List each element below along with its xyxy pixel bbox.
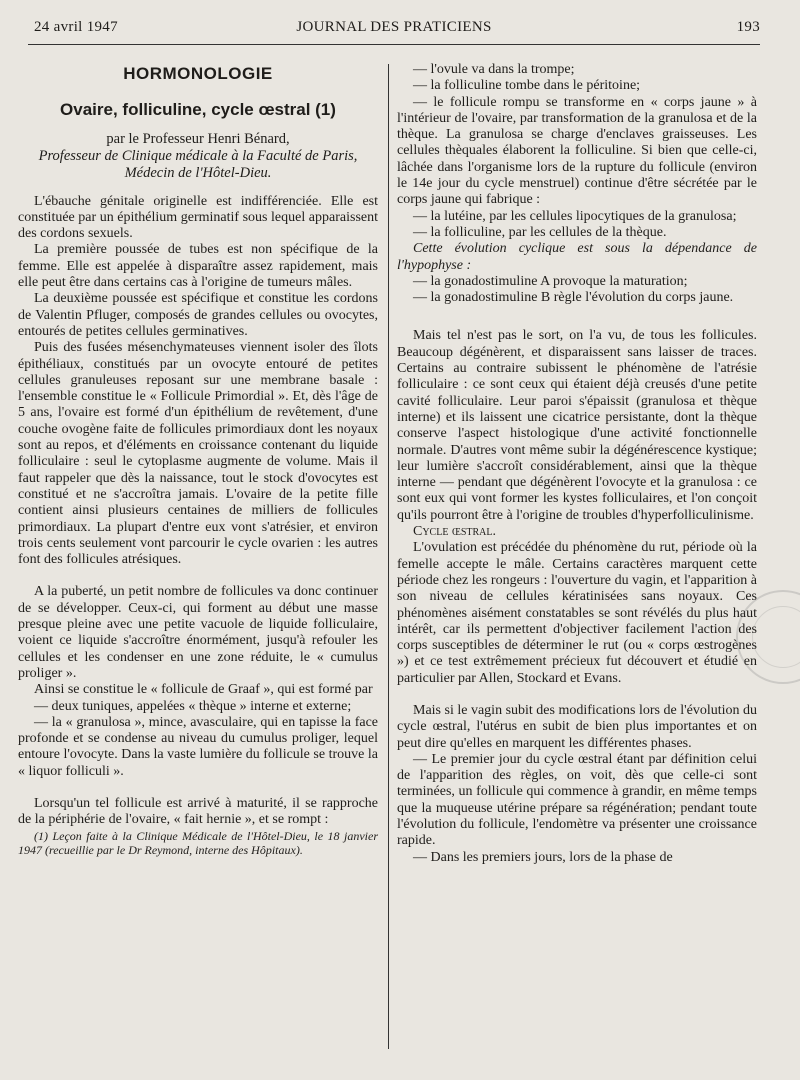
paragraph: — Dans les premiers jours, lors de la phase de [413,849,673,865]
italic-paragraph: Cette évolution cyclique est sous la dépendance de l'hypophyse : [397,241,757,273]
right-column [397,62,757,866]
list-item: — la lutéine, par les cellules lipocytiques de la granulosa; [413,208,737,224]
author-line: par le Professeur Henri Bénard, [106,130,290,147]
paragraph: — Le premier jour du cycle œstral étant par définition celui de l'apparition des règles, on voit, dès que celle-ci sont terminées, un follicule qui commence à grandir, en même temps que la muqueuse utérine prépare sa régénération; pendant toute l'évolution du follicule, l'endomètre va présenter une croissance rapide. [397,751,757,849]
column-divider [388,64,389,1049]
list-item: — la gonadostimuline B règle l'évolution du corps jaune. [413,290,734,306]
paragraph: Puis des fusées mésenchymateuses viennent isoler des îlots épithéliaux, constitués par un ovocyte entouré de petites cellules granuleuses reposant sur une membrane basale : l'ensemble constitue le « Follicule Primordial ». Et, dès l'âge de 5 ans, l'ovaire est formé d'un épithélium de revêtement, d'une couche ovogène faite de follicules primordiaux dont les noyaux sont au repos, et d'éléments en croissance contenant du liquide folliculaire : seul le cytoplasme augmente de volume. Mais il faut rappeler que dès la naissance, tout le stock d'ovocytes est constitué et ne s'accroîtra jamais. L'ovaire de la petite fille contient ainsi plusieurs centaines de milliers de follicules primordiaux. La plupart d'entre eux vont s'atrésier, et environ trois cents seulement vont parcourir le cycle ovarien : les autres font des follicules atrésiques. [18,340,378,568]
list-item: — la gonadostimuline A provoque la maturation; [413,273,688,289]
footnote: (1) Leçon faite à la Clinique Médicale de l'Hôtel-Dieu, le 18 janvier 1947 (recueillie par le Dr Reymond, interne des Hôpitaux). [18,828,378,857]
article-title: Ovaire, folliculine, cycle œstral (1) [60,100,336,120]
paragraph: Ainsi se constitue le « follicule de Graaf », qui est formé par [34,682,373,698]
list-item: — l'ovule va dans la trompe; [413,62,575,77]
header-date: 24 avril 1947 [34,19,118,35]
running-header [28,18,760,45]
author-block [18,131,378,182]
list-item: — deux tuniques, appelées « thèque » interne et externe; [34,698,352,714]
left-column [18,62,378,857]
list-item: — la folliculine, par les cellules de la thèque. [413,224,667,240]
paragraph: Lorsqu'un tel follicule est arrivé à maturité, il se rapproche de la périphérie de l'ovaire, « fait hernie », et se rompt : [18,795,378,828]
paragraph: Mais si le vagin subit des modifications lors de l'évolution du cycle œstral, l'utérus en subit de bien plus importantes et on peut dire qu'elles en marquent les différentes phases. [397,702,757,751]
list-item: — le follicule rompu se transforme en « corps jaune » à l'intérieur de l'ovaire, par transformation de la granulosa et de la thèque. La granulosa se charge d'enclaves graisseuses. Les cellules thèquales élaborent la folliculine. Si bien que celle-ci, lâchée dans l'organisme lors de la rupture du follicule (environ le 14e jour du cycle menstruel) continue d'être sécrétée par le corps jaune qui fabrique : [397,94,757,208]
header-journal-title: JOURNAL DES PRATICIENS [296,19,492,35]
author-role-2: Médecin de l'Hôtel-Dieu. [124,164,272,181]
header-page-number: 193 [736,19,760,35]
paragraph: La première poussée de tubes est non spécifique de la femme. Elle est appelée à disparaître assez rapidement, mais elle peut être dans certains cas à l'origine de tumeurs mâles. [18,242,378,291]
section-heading: HORMONOLOGIE [123,64,273,83]
list-item: — la folliculine tombe dans le péritoine; [413,78,641,94]
subsection-heading: Cycle œstral. [413,524,497,540]
list-item: — la « granulosa », mince, avasculaire, qui en tapisse la face profonde et se condense au niveau du cumulus proliger, lequel entoure l'ovocyte. Dans la vaste lumière du follicule se trouve la « liquor folliculi ». [18,714,378,779]
paragraph: Mais tel n'est pas le sort, on l'a vu, de tous les follicules. Beaucoup dégénèrent, et disparaissent sans laisser de traces. Certains au contraire subissent le phénomène de l'atrésie folliculaire : ce sont ceux qui étaient déjà creusés d'une petite cavité folliculaire. Leur paroi s'épaissit (granulosa et thèque interne) et ils laissent une cicatrice persistante, dont la thèque conserve l'aspect histologique d'une activité fonctionnelle normale. D'autres vont même subir la dégénérescence kystique; leur lumière s'accroît considérablement, ainsi que la thèque interne — pendant que dégénèrent l'ovocyte et la granulosa : ce sont eux qui vont former les kystes folliculaires, et l'on conçoit qu'ils pourront être à l'origine de troubles d'hyperfolliculinisme. [397,328,757,523]
paragraph: L'ébauche génitale originelle est indifférenciée. Elle est constituée par un épithélium germinatif sous lequel apparaissent des cordons sexuels. [18,193,378,242]
author-role-1: Professeur de Clinique médicale à la Faculté de Paris, [38,147,358,164]
paragraph: A la puberté, un petit nombre de follicules va donc continuer de se développer. Ceux-ci, qui forment au début une masse presque pleine avec une petite vacuole de liquide folliculaire, voient ce liquide s'accroître énormément, jusqu'à refouler les cellules et les condenser en une zone réduite, le « cumulus proliger ». [18,584,378,681]
paragraph: La deuxième poussée est spécifique et constitue les cordons de Valentin Pfluger, composés de grandes cellules ou ovocytes, entourés de petites cellules germinatives. [18,291,378,339]
paragraph: L'ovulation est précédée du phénomène du rut, période où la femelle accepte le mâle. Certains caractères marquent cette période chez les rongeurs : l'ouverture du vagin, et l'apparition à son niveau de cellules kératinisées sans noyaux. Ces phénomènes aisément constatables se sont révélés du plus haut intérêt, car ils permettent d'objectiver facilement l'action des corps susceptibles de déterminer le rut (ou « corps œstrogènes ») et ce test extrêmement précieux fut découvert et étudié en particulier par Allen, Stockard et Evans. [397,540,757,686]
